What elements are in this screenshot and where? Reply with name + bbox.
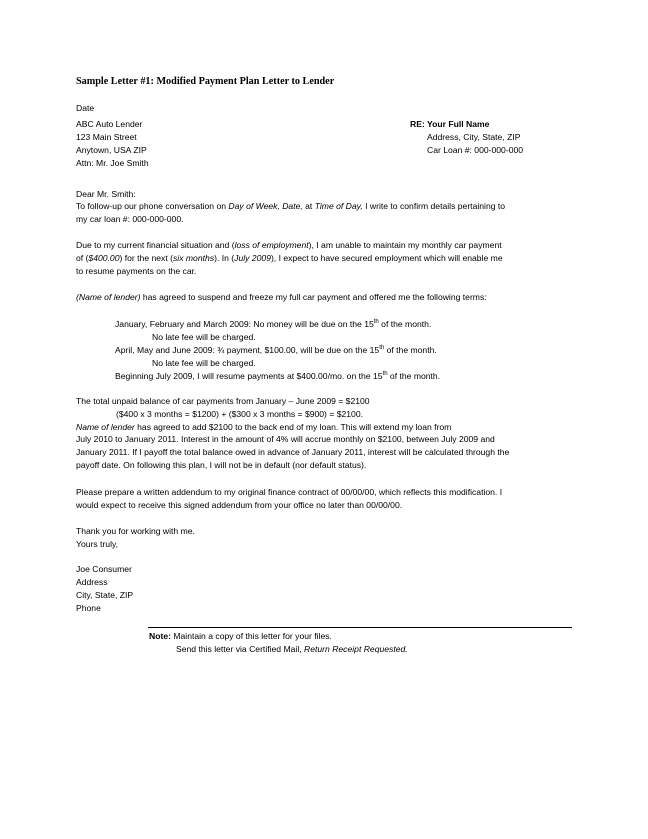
text-run: of (	[76, 252, 89, 263]
text-line: ($400 x 3 months = $1200) + ($300 x 3 months = $900) = $2100.	[116, 408, 363, 419]
text-run: ) for the next (	[119, 252, 173, 263]
lender-attn: Attn: Mr. Joe Smith	[76, 158, 149, 168]
paragraph-addendum	[76, 486, 576, 512]
text-run: at	[302, 201, 315, 211]
text-line: January 2011. If I payoff the total balance owed in advance of January 2011, interest will be calculated through the	[76, 447, 510, 458]
placeholder-lender-name: Name of lender	[76, 421, 135, 432]
term-line: April, May and June 2009: ¾ payment, $100.00, will be due on the 15th of the month.	[115, 345, 437, 355]
note-label: Note:	[149, 631, 171, 641]
note-emphasis: Return Receipt Requested.	[304, 644, 408, 654]
lender-city: Anytown, USA ZIP	[76, 145, 147, 155]
text-line: The total unpaid balance of car payments from January – June 2009 = $2100	[76, 396, 370, 406]
placeholder-month-year: July 2009	[234, 252, 271, 263]
note-line: Send this letter via Certified Mail, Return Receipt Requested.	[176, 644, 408, 654]
text-run: ). In (	[214, 252, 235, 263]
text-run: ), I am unable to maintain my monthly car payment	[308, 240, 502, 250]
text-run: ), I expect to have secured employment which will enable me	[270, 252, 503, 263]
term-line: No late fee will be charged.	[152, 332, 256, 342]
placeholder-time: Time of Day,	[314, 201, 363, 211]
text-run: has agreed to suspend and freeze my full car payment and offered me the following terms:	[140, 292, 487, 302]
placeholder-day-date: Day of Week, Date,	[228, 201, 303, 211]
date-line: Date	[76, 103, 95, 113]
term-line: January, February and March 2009: No money will be due on the 15th of the month.	[115, 319, 432, 329]
re-label: RE: Your Full Name	[410, 119, 490, 129]
sender-city: City, State, ZIP	[76, 590, 134, 600]
placeholder-lender-name: (Name of lender)	[76, 292, 141, 302]
letter-title: Sample Letter #1: Modified Payment Plan Letter to Lender	[76, 76, 335, 87]
re-loan-number: Car Loan #: 000-000-000	[427, 145, 524, 155]
text-run: To follow-up our phone conversation on	[76, 201, 229, 211]
text-line: payoff date. On following this plan, I will not be in default (nor default status).	[76, 459, 367, 470]
closing-thanks: Thank you for working with me.	[76, 526, 195, 536]
placeholder-reason: loss of employment	[234, 240, 309, 250]
placeholder-amount: $400.00	[88, 252, 120, 263]
text-run: I write to confirm details pertaining to	[362, 201, 506, 211]
note-line: Note: Maintain a copy of this letter for your files.	[149, 631, 332, 641]
text-line: would expect to receive this signed addendum from your office no later than 00/00/00.	[76, 499, 403, 510]
sender-address: Address	[76, 577, 108, 587]
sender-phone: Phone	[76, 603, 101, 613]
placeholder-duration: six months	[173, 252, 215, 263]
closing-yours: Yours truly,	[76, 539, 119, 549]
text-line: my car loan #: 000-000-000.	[76, 213, 184, 224]
lender-street: 123 Main Street	[76, 132, 137, 142]
term-line: Beginning July 2009, I will resume payments at $400.00/mo. on the 15th of the month.	[115, 371, 441, 381]
term-line: No late fee will be charged.	[152, 358, 256, 368]
paragraph-intro	[76, 200, 576, 226]
salutation: Dear Mr. Smith:	[76, 189, 136, 199]
text-run: has agreed to add $2100 to the back end of my loan. This will extend my loan from	[134, 421, 452, 432]
paragraph-agreement	[76, 291, 576, 304]
paragraph-balance	[76, 395, 576, 472]
paragraph-situation	[76, 239, 576, 277]
sender-name: Joe Consumer	[76, 564, 132, 574]
text-run: Due to my current financial situation and (	[76, 240, 235, 250]
re-address: Address, City, State, ZIP	[427, 132, 521, 142]
divider-line	[148, 627, 572, 628]
lender-name: ABC Auto Lender	[76, 119, 143, 129]
text-line: July 2010 to January 2011. Interest in the amount of 4% will accrue monthly on $2100, between July 2009 and	[76, 434, 495, 445]
text-line: to resume payments on the car.	[76, 265, 197, 276]
text-line: Please prepare a written addendum to my original finance contract of 00/00/00, which reflects this modification. I	[76, 487, 503, 497]
